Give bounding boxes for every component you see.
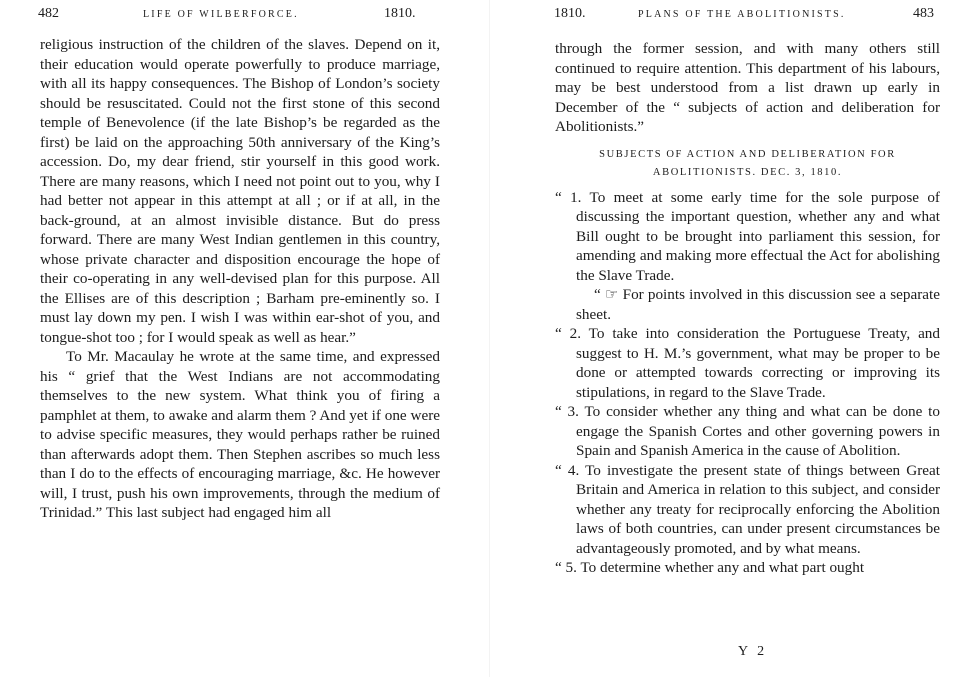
right-page-body	[555, 39, 940, 578]
left-page-body	[40, 35, 440, 523]
list-item: “ 5. To determine whether any and what part ought	[555, 559, 865, 576]
list-note: “ ☞ For points involved in this discussion see a separate sheet.	[576, 286, 940, 323]
section-subheading	[555, 146, 940, 182]
list-item: “ 3. To consider whether any thing and what can be done to engage the Spanish Cortes and other governing powers in Spain and Spanish America in the cause of Abolition.	[555, 403, 940, 459]
subheading-line: ABOLITIONISTS. DEC. 3, 1810.	[652, 166, 843, 178]
paragraph: religious instruction of the children of the slaves. Depend on it, their education would operate powerfully to produce marriage, with all its happy consequences. The Bishop of London’s society should be resuscitated. Could not the first stone of this second temple of Benevolence (if the late Bishop’s be regarded as the first) be laid on the approaching 50th anniversary of the King’s accession. Do, my dear friend, stir yourself in this good work. There are many reasons, which I need not point out to you, why I had better not appear in this attempt at all ; or if at all, in the back-ground, at an almost invisible distance. But do press forward. There are many West Indian gentlemen in this country, whose private character and disposition encourage the hope of their co-operating in any well-devised plan for this purpose. All the Ellises are of this description ; Barham pre-eminently so. I must lay down my pen. I wish I was within ear-shot of you, and tongue-shot too ; for I would speak as well as hear.”	[40, 36, 440, 346]
right-running-title: PLANS OF THE ABOLITIONISTS.	[638, 9, 846, 20]
left-running-title: LIFE OF WILBERFORCE.	[143, 9, 299, 20]
list-item: “ 1. To meet at some early time for the sole purpose of discussing the important question, whether any and what Bill ought to be brought into parliament this session, for amending and making more effectual the Act for abolishing the Slave Trade.	[555, 188, 940, 284]
signature-mark: Y 2	[738, 644, 768, 659]
left-page-number: 482	[38, 6, 59, 21]
subheading-line: SUBJECTS OF ACTION AND DELIBERATION FOR	[599, 148, 896, 160]
right-page-number: 483	[913, 6, 934, 21]
list-item: “ 4. To investigate the present state of things between Great Britain and America in relation to this subject, and consider whether any treaty for reciprocally enforcing the Abolition laws of both countries, can under present circumstances be advantageously promoted, and by what means.	[555, 461, 940, 557]
right-page	[490, 0, 980, 677]
left-header-year: 1810.	[384, 6, 416, 21]
list-item: “ 2. To take into consideration the Portuguese Treaty, and suggest to H. M.’s government, what may be proper to be done or attempted towards correcting or improving its stipulations, in regard to the Slave Trade.	[555, 325, 940, 401]
intro-paragraph: through the former session, and with many others still continued to require attention. This department of his labours, may be best understood from a list drawn up early in December of the “ subjects of action and deliberation for Abolitionists.”	[555, 40, 940, 135]
right-header-year: 1810.	[554, 6, 586, 21]
paragraph: To Mr. Macaulay he wrote at the same time, and expressed his “ grief that the West Indians are not accommodating themselves to the new system. What think you of firing a pamphlet at them, to awake and alarm them ? And yet if one were to advise specific measures, they would perhaps rather be ruined than afterwards adopt them. Then Stephen ascribes so much less than I do to the effects of encouraging marriage, &c. He however will, I trust, push his own improvements, through the medium of Trinidad.” This last subject had engaged him all	[40, 348, 440, 521]
